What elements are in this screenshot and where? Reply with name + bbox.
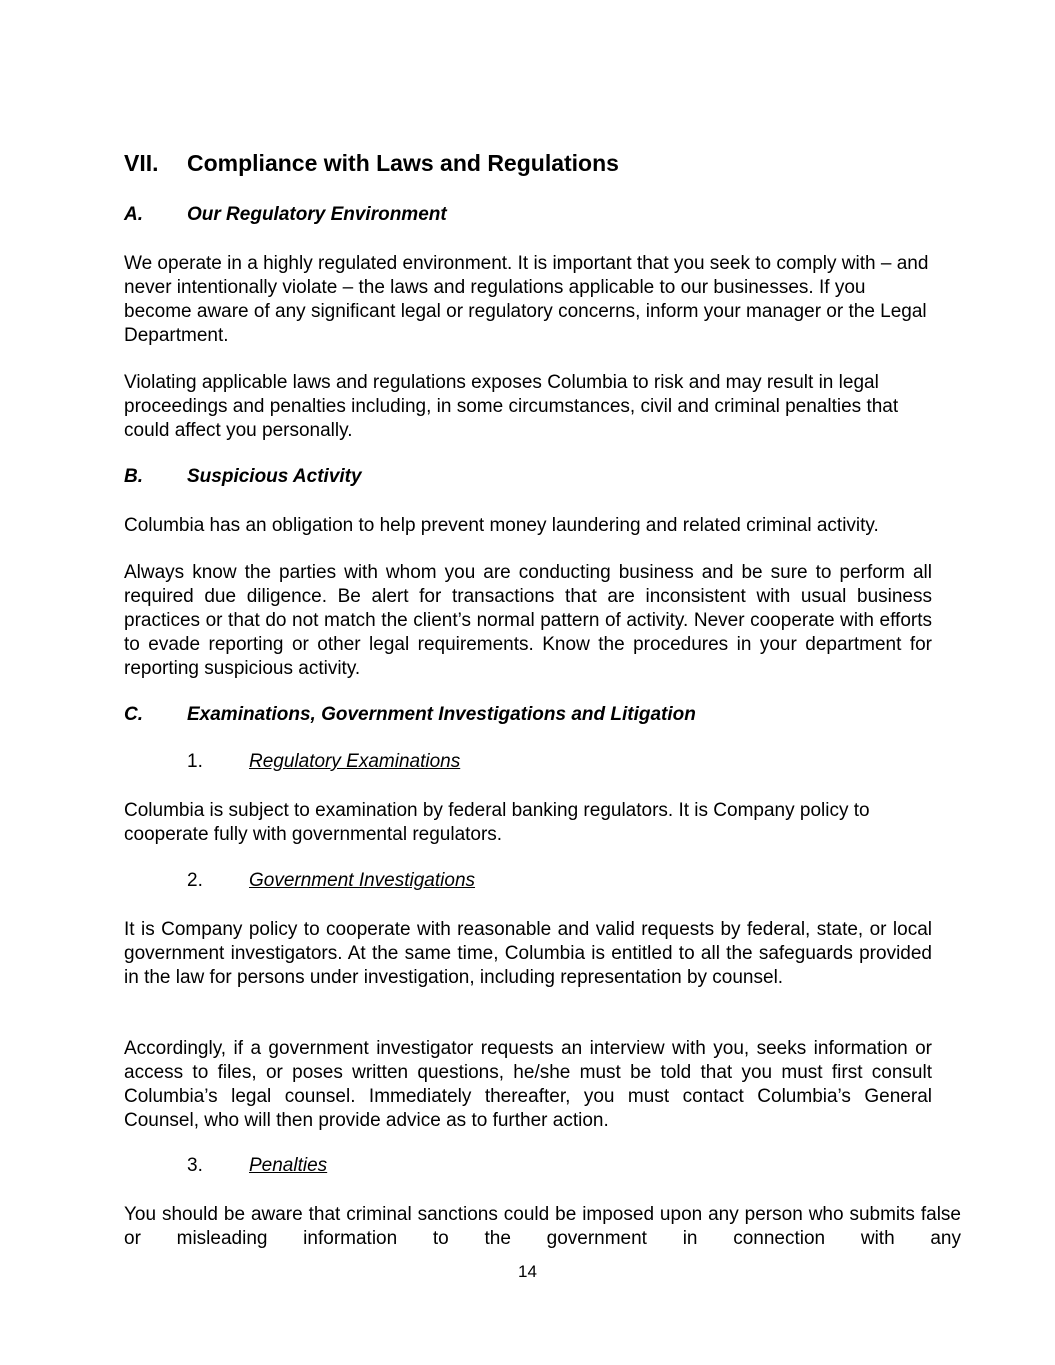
subsection-title: Examinations, Government Investigations and Litigation	[187, 704, 696, 725]
item-number: 2.	[187, 870, 203, 891]
item-title: Regulatory Examinations	[249, 751, 461, 772]
subsection-heading-c	[124, 704, 696, 726]
subsection-title: Our Regulatory Environment	[187, 204, 447, 225]
subsection-letter: C.	[124, 704, 143, 725]
item-number: 3.	[187, 1155, 203, 1176]
subsection-heading-a	[124, 204, 447, 226]
page-number: 14	[518, 1262, 537, 1281]
item-number: 1.	[187, 751, 203, 772]
subsection-letter: B.	[124, 466, 143, 487]
subsection-title: Suspicious Activity	[187, 466, 362, 487]
paragraph: We operate in a highly regulated environment. It is important that you seek to comply with – and never intentionally violate – the laws and regulations applicable to our businesses. If you become aware of any significant legal or regulatory concerns, inform your manager or the Legal Department.	[124, 253, 929, 346]
item-title: Penalties	[249, 1155, 328, 1176]
paragraph: Always know the parties with whom you are conducting business and be sure to perform all required due diligence. Be alert for transactions that are inconsistent with usual business practices or that do not match the client’s normal pattern of activity. Never cooperate with efforts to evade reporting or other legal requirements. Know the procedures in your department for reporting suspicious activity.	[124, 562, 932, 679]
section-heading	[124, 150, 619, 177]
item-heading-1	[187, 751, 460, 773]
paragraph: It is Company policy to cooperate with reasonable and valid requests by federal, state, or local government investigators. At the same time, Columbia is entitled to all the safeguards provided in the law for persons under investigation, including representation by counsel.	[124, 919, 932, 988]
paragraph: You should be aware that criminal sanctions could be imposed upon any person who submits false or misleading information to the government in connection with any	[124, 1204, 961, 1249]
item-title: Government Investigations	[249, 870, 476, 891]
paragraph: Columbia has an obligation to help prevent money laundering and related criminal activity.	[124, 515, 879, 536]
section-number: VII.	[124, 150, 159, 176]
paragraph: Columbia is subject to examination by federal banking regulators. It is Company policy to cooperate fully with governmental regulators.	[124, 800, 870, 845]
subsection-letter: A.	[124, 204, 143, 225]
item-heading-2	[187, 870, 475, 892]
section-title: Compliance with Laws and Regulations	[187, 150, 619, 176]
subsection-heading-b	[124, 466, 362, 488]
item-heading-3	[187, 1155, 327, 1177]
paragraph: Violating applicable laws and regulations exposes Columbia to risk and may result in legal proceedings and penalties including, in some circumstances, civil and criminal penalties that could affect you personally.	[124, 372, 899, 441]
paragraph: Accordingly, if a government investigator requests an interview with you, seeks information or access to files, or poses written questions, he/she must be told that you must first consult Columbia’s legal counsel. Immediately thereafter, you must contact Columbia’s General Counsel, who will then provide advice as to further action.	[124, 1038, 932, 1131]
